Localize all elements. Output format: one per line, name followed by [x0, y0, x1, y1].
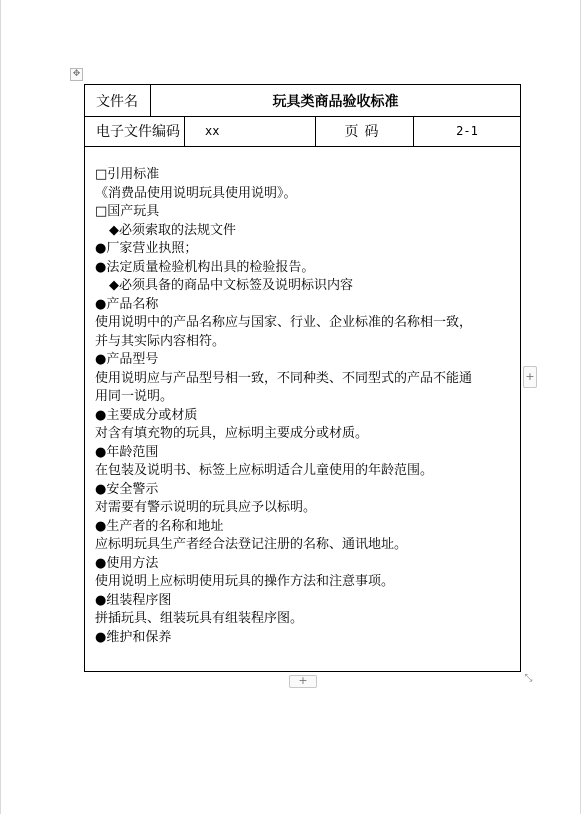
content-line: ●产品名称: [95, 296, 159, 312]
document-table: [84, 84, 521, 672]
filename-label-cell[interactable]: [85, 85, 151, 116]
efile-label-cell[interactable]: [85, 116, 185, 146]
content-line: ●使用方法: [95, 555, 159, 571]
content-line: 对含有填充物的玩具，应标明主要成分或材质。: [95, 426, 369, 441]
content-line: 对需要有警示说明的玩具应予以标明。: [95, 500, 317, 515]
table-move-handle-icon[interactable]: ✥: [70, 68, 83, 81]
efile-value-cell[interactable]: [185, 116, 316, 146]
page-label-cell[interactable]: [316, 116, 414, 146]
efile-label: 电子文件编码: [96, 124, 180, 140]
content-line: ●产品型号: [95, 352, 159, 367]
content-line: 用同一说明。: [95, 389, 174, 404]
content-line: 在包装及说明书、标签上应标明适合儿童使用的年龄范围。: [95, 463, 434, 478]
content-line: ●法定质量检验机构出具的检验报告。: [95, 259, 315, 275]
content-line: □引用标准: [95, 167, 160, 182]
content-line: 拼插玩具、组装玩具有组装程序图。: [95, 611, 304, 626]
table-row-title: [85, 85, 520, 117]
page-right-edge: [580, 0, 581, 814]
content-line: ●年龄范围: [95, 444, 159, 460]
page-label: 页码: [344, 124, 385, 140]
content-line: ●厂家营业执照；: [95, 241, 198, 256]
content-line: ●主要成分或材质: [95, 407, 198, 423]
content-line: 并与其实际内容相符。: [95, 333, 226, 349]
page-value: 2-1: [456, 124, 478, 138]
page-value-cell[interactable]: [414, 116, 520, 146]
content-line: 使用说明应与产品型号相一致，不同种类、不同型式的产品不能通: [95, 370, 473, 386]
content-line: ◆必须具备的商品中文标签及说明标识内容: [109, 278, 353, 293]
filename-label: 文件名: [96, 93, 138, 110]
table-row-meta: [85, 116, 520, 147]
add-row-button[interactable]: +: [289, 675, 317, 688]
title-cell[interactable]: [151, 85, 520, 116]
page-left-edge: [0, 0, 1, 814]
content-line: ●组装程序图: [95, 592, 172, 608]
document-title: 玩具类商品验收标准: [272, 93, 399, 110]
content-line: ●生产者的名称和地址: [95, 518, 224, 534]
content-line: 《消费品使用说明玩具使用说明》。: [95, 185, 297, 201]
content-line: 应标明玩具生产者经合法登记注册的名称、通讯地址。: [95, 537, 408, 552]
content-line: ●安全警示: [95, 481, 159, 497]
content-line: ◆必须索取的法规文件: [109, 222, 236, 238]
content-line: 使用说明上应标明使用玩具的操作方法和注意事项。: [95, 574, 395, 589]
content-line: 使用说明中的产品名称应与国家、行业、企业标准的名称相一致，: [95, 315, 473, 330]
content-line: □国产玩具: [95, 204, 160, 219]
add-column-button[interactable]: +: [523, 366, 537, 388]
content-line: ●维护和保养: [95, 629, 172, 645]
efile-value: xx: [205, 124, 220, 138]
table-resize-handle-icon[interactable]: ⤡: [524, 673, 533, 684]
content-cell[interactable]: [95, 166, 515, 647]
